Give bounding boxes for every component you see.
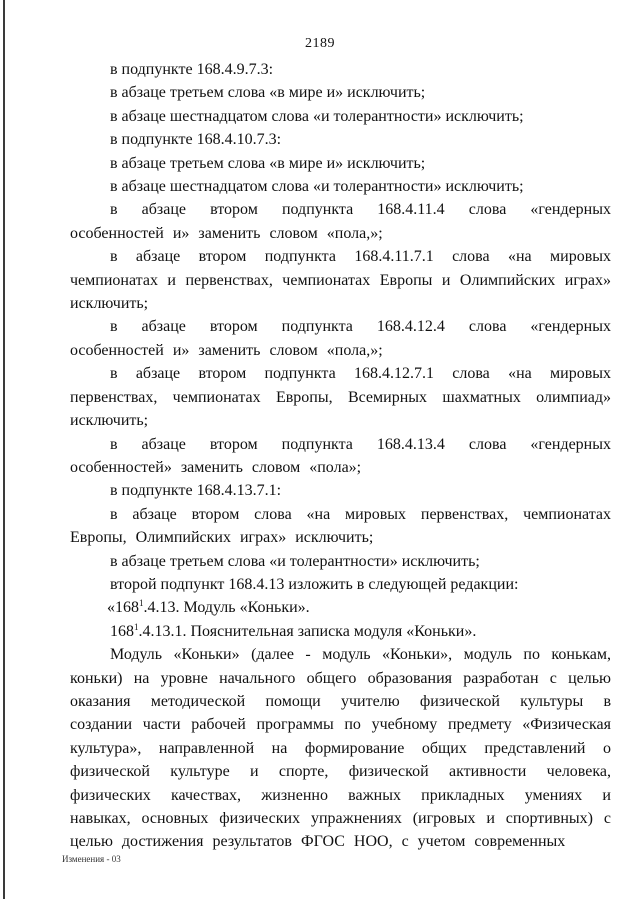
explanatory-note-heading [70,620,611,643]
module-heading-number: «168 [107,599,139,617]
module-heading-title: .4.13. Модуль «Коньки». [143,599,310,617]
paragraph: в абзаце третьем слова «в мире и» исключить; [110,84,426,102]
page-number: 2189 [305,36,335,51]
paragraph: второй подпункт 168.4.13 изложить в следующей редакции: [110,575,519,593]
paragraph: в абзаце втором подпункта 168.4.13.4 слова «гендерных особенностей» заменить словом «пола»; [70,435,611,476]
paragraph: в абзаце втором слова «на мировых первенствах, чемпионатах Европы, Олимпийских играх» исключить; [70,505,611,547]
revision-footer: Изменения - 03 [62,854,121,864]
paragraph: в абзаце втором подпункта 168.4.12.4 слова «гендерных особенностей и» заменить словом «пола,»; [70,318,611,359]
note-heading-title: .4.13.1. Пояснительная записка модуля «Коньки». [138,622,477,640]
superscript: 1 [139,598,144,609]
superscript: 1 [134,621,139,632]
paragraph: в подпункте 168.4.9.7.3: [110,61,274,78]
paragraph: в абзаце третьем слова «в мире и» исключить; [110,154,426,172]
module-heading [70,596,611,619]
paragraph: в абзаце втором подпункта 168.4.11.7.1 слова «на мировых чемпионатах и первенствах, чемпионатах Европы и Олимпийских играх» исключить; [70,248,611,313]
paragraph: в абзаце втором подпункта 168.4.12.7.1 слова «на мировых первенствах, чемпионатах Европы, Всемирных шахматных олимпиад» исключить; [70,365,611,430]
paragraph: в абзаце шестнадцатом слова «и толерантности» исключить; [110,107,524,125]
paragraph: в абзаце шестнадцатом слова «и толерантности» исключить; [110,178,524,196]
paragraph: в подпункте 168.4.13.7.1: [110,482,282,500]
paragraph: в подпункте 168.4.10.7.3: [110,131,282,149]
module-description-paragraph: Модуль «Коньки» (далее - модуль «Коньки», модуль по конькам, коньки) на уровне начального общего образования разработан с целью оказания методической помощи учителю физической культуры в создании части рабочей программы по учебному предмету «Физическая культура», направленной на формирование общих представлений о физической культуре и спорте, физической активности человека, физических качествах, жизненно важных прикладных умениях и навыках, основных физических упражнениях (игровых и спортивных) с целью достижения результатов ФГОС НОО, с учетом современных [70,646,611,851]
note-heading-number: 168 [110,622,134,640]
paragraph: в абзаце втором подпункта 168.4.11.4 слова «гендерных особенностей и» заменить словом «пола,»; [70,201,611,242]
paragraph: в абзаце третьем слова «и толерантности» исключить; [110,552,480,570]
document-body [70,58,611,854]
scan-edge [3,0,5,899]
